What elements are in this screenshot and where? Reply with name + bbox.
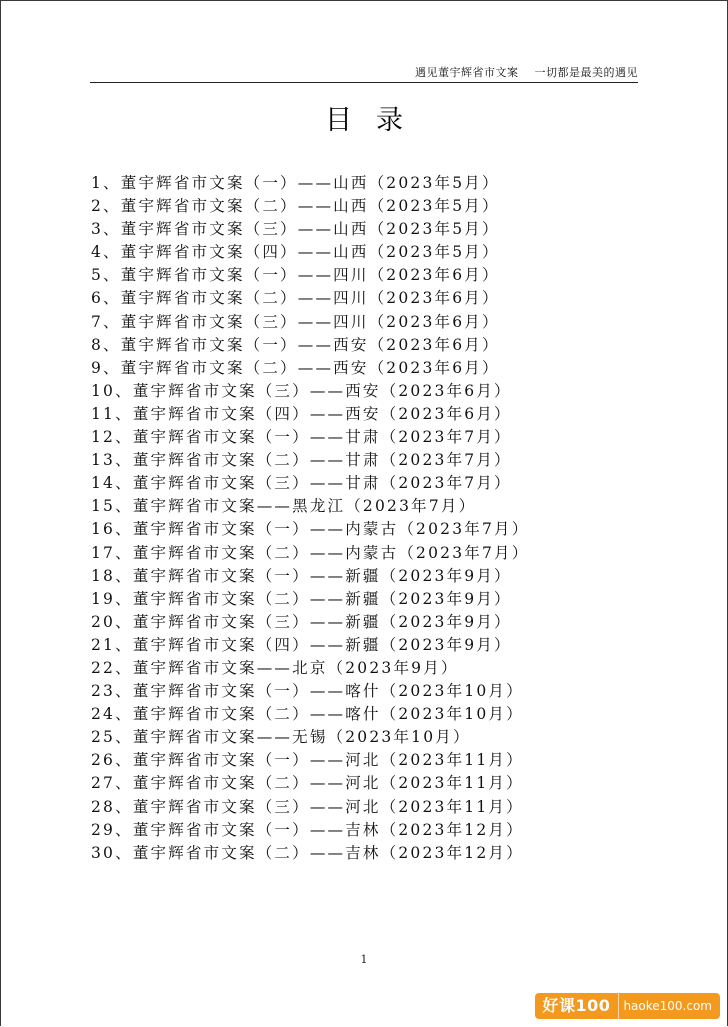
- toc-entry[interactable]: 20、董宇辉省市文案（三）——新疆（2023年9月）: [91, 612, 512, 631]
- toc-entry[interactable]: 1、董宇辉省市文案（一）——山西（2023年5月）: [91, 174, 500, 192]
- watermark-logo: 好课100: [535, 993, 619, 1019]
- toc-entry[interactable]: 2、董宇辉省市文案（二）——山西（2023年5月）: [91, 197, 500, 216]
- toc-entry[interactable]: 14、董宇辉省市文案（三）——甘肃（2023年7月）: [91, 474, 512, 493]
- toc-entry[interactable]: 27、董宇辉省市文案（二）——河北（2023年11月）: [91, 774, 524, 793]
- running-header: [90, 64, 638, 83]
- page-title: 目录: [325, 105, 427, 136]
- toc-entry[interactable]: 15、董宇辉省市文案——黑龙江（2023年7月）: [91, 497, 477, 516]
- toc-entry[interactable]: 23、董宇辉省市文案（一）——喀什（2023年10月）: [91, 682, 524, 701]
- toc-entry[interactable]: 10、董宇辉省市文案（三）——西安（2023年6月）: [91, 381, 512, 400]
- toc-entry[interactable]: 9、董宇辉省市文案（二）——西安（2023年6月）: [91, 358, 500, 377]
- toc-entry[interactable]: 16、董宇辉省市文案（一）——内蒙古（2023年7月）: [91, 520, 530, 539]
- toc-entry[interactable]: 6、董宇辉省市文案（二）——四川（2023年6月）: [91, 289, 500, 308]
- toc-entry[interactable]: 4、董宇辉省市文案（四）——山西（2023年5月）: [91, 243, 500, 262]
- toc-entry[interactable]: 29、董宇辉省市文案（一）——吉林（2023年12月）: [91, 820, 524, 839]
- toc-entry[interactable]: 30、董宇辉省市文案（二）——吉林（2023年12月）: [91, 843, 524, 862]
- toc-entry[interactable]: 24、董宇辉省市文案（二）——喀什（2023年10月）: [91, 705, 524, 724]
- toc-entry[interactable]: 22、董宇辉省市文案——北京（2023年9月）: [91, 658, 459, 677]
- toc-entry[interactable]: 5、董宇辉省市文案（一）——四川（2023年6月）: [91, 266, 500, 285]
- running-header-text: 遇见董宇辉省市文案 一切都是最美的遇见: [415, 66, 638, 79]
- toc-entry[interactable]: 11、董宇辉省市文案（四）——西安（2023年6月）: [91, 404, 512, 423]
- table-of-contents: [91, 172, 529, 865]
- watermark-badge: [535, 993, 720, 1019]
- toc-entry[interactable]: 25、董宇辉省市文案——无锡（2023年10月）: [91, 728, 471, 747]
- toc-entry[interactable]: 8、董宇辉省市文案（一）——西安（2023年6月）: [91, 335, 500, 354]
- toc-entry[interactable]: 28、董宇辉省市文案（三）——河北（2023年11月）: [91, 797, 524, 816]
- toc-entry[interactable]: 12、董宇辉省市文案（一）——甘肃（2023年7月）: [91, 428, 512, 447]
- toc-entry[interactable]: 26、董宇辉省市文案（一）——河北（2023年11月）: [91, 751, 524, 770]
- toc-entry[interactable]: 19、董宇辉省市文案（二）——新疆（2023年9月）: [91, 589, 512, 608]
- toc-entry[interactable]: 3、董宇辉省市文案（三）——山西（2023年5月）: [91, 220, 500, 239]
- toc-entry[interactable]: 17、董宇辉省市文案（二）——内蒙古（2023年7月）: [91, 543, 530, 562]
- toc-entry[interactable]: 18、董宇辉省市文案（一）——新疆（2023年9月）: [91, 566, 512, 585]
- page-number: 1: [360, 953, 368, 966]
- toc-entry[interactable]: 21、董宇辉省市文案（四）——新疆（2023年9月）: [91, 635, 512, 654]
- toc-entry[interactable]: 13、董宇辉省市文案（二）——甘肃（2023年7月）: [91, 451, 512, 470]
- toc-entry[interactable]: 7、董宇辉省市文案（三）——四川（2023年6月）: [91, 312, 500, 331]
- watermark-domain: haoke100.com: [618, 993, 720, 1019]
